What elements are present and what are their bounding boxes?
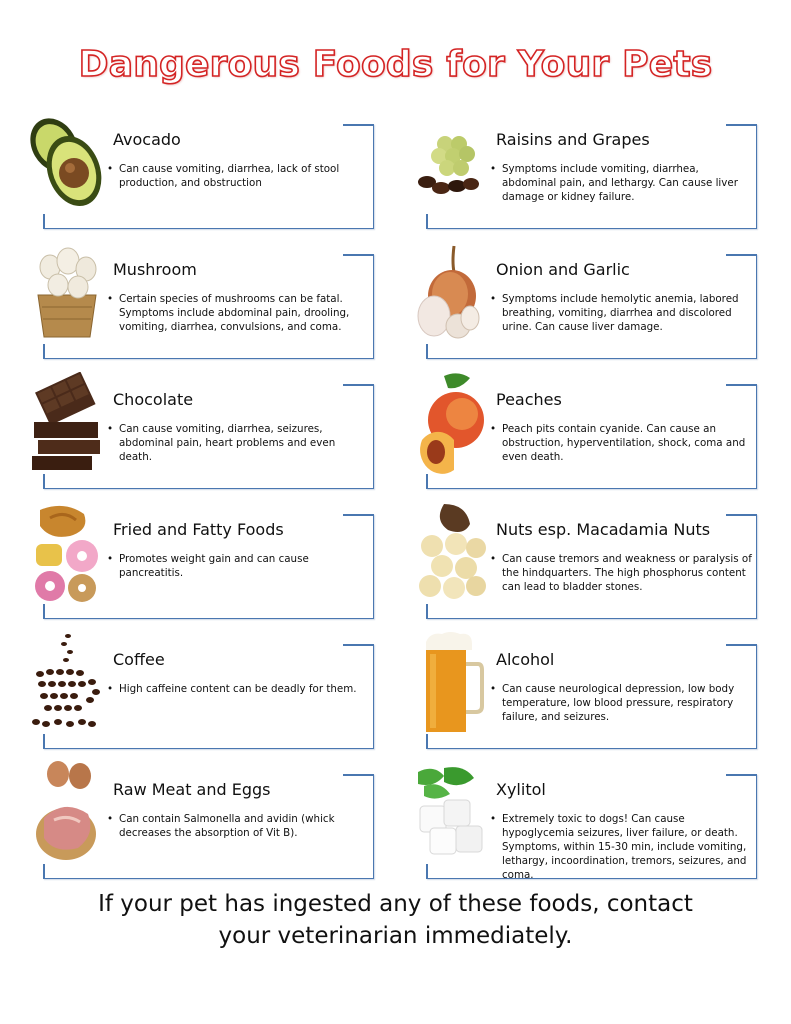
macadamia-icon [414,500,488,606]
fried-food-icon [30,500,104,606]
food-description: • Can cause neurological depression, low body temperature, low blood pressure, respiratory failure, and seizures. [496,682,754,724]
page-title: Dangerous Foods for Your Pets [78,44,713,85]
food-name: Mushroom [113,260,197,279]
footer-message [0,888,791,952]
food-description: • Peach pits contain cyanide. Can cause an obstruction, hyperventilation, shock, coma and even death. [496,422,754,464]
food-name: Peaches [496,390,562,409]
grapes-icon [415,130,485,200]
food-name: Avocado [113,130,181,149]
food-description: • Extremely toxic to dogs! Can cause hypoglycemia seizures, liver failure, or death. Symptoms, within 15-30 min, include vomiting, lethargy, incoordination, tremors, seizures, and coma. [496,812,754,882]
food-name: Raisins and Grapes [496,130,650,149]
footer-line-1: If your pet has ingested any of these foods, contact [98,891,693,917]
food-name: Raw Meat and Eggs [113,780,271,799]
food-name: Onion and Garlic [496,260,630,279]
food-name: Alcohol [496,650,555,669]
mushroom-icon [34,245,100,340]
beer-icon [420,630,484,736]
food-description: • Promotes weight gain and can cause pancreatitis. [113,552,371,580]
footer-line-2: your veterinarian immediately. [218,923,573,949]
food-description: • Can cause vomiting, diarrhea, seizures, abdominal pain, heart problems and even death. [113,422,371,464]
food-name: Nuts esp. Macadamia Nuts [496,520,711,539]
meat-eggs-icon [34,758,100,864]
food-description: • High caffeine content can be deadly for them. [113,682,371,696]
food-description: • Can cause vomiting, diarrhea, lack of stool production, and obstruction [113,162,371,190]
food-description: • Can contain Salmonella and avidin (whick decreases the absorption of Vit B). [113,812,371,840]
food-description: • Symptoms include hemolytic anemia, labored breathing, vomiting, diarrhea and discolored urine. Can cause liver damage. [496,292,754,334]
food-description: • Symptoms include vomiting, diarrhea, abdominal pain, and lethargy. Can cause liver damage or kidney failure. [496,162,754,204]
food-name: Xylitol [496,780,546,799]
food-name: Fried and Fatty Foods [113,520,284,539]
xylitol-icon [414,766,486,872]
peach-icon [414,370,488,476]
food-description: • Can cause tremors and weakness or paralysis of the hindquarters. The high phosphorus content can lead to bladder stones. [496,552,754,594]
food-description: • Certain species of mushrooms can be fatal. Symptoms include abdominal pain, drooling, vomiting, diarrhea, convulsions, and coma. [113,292,371,334]
coffee-icon [30,630,104,736]
food-name: Chocolate [113,390,194,409]
chocolate-icon [30,372,104,472]
food-name: Coffee [113,650,165,669]
avocado-icon [28,113,104,213]
onion-icon [414,244,484,344]
